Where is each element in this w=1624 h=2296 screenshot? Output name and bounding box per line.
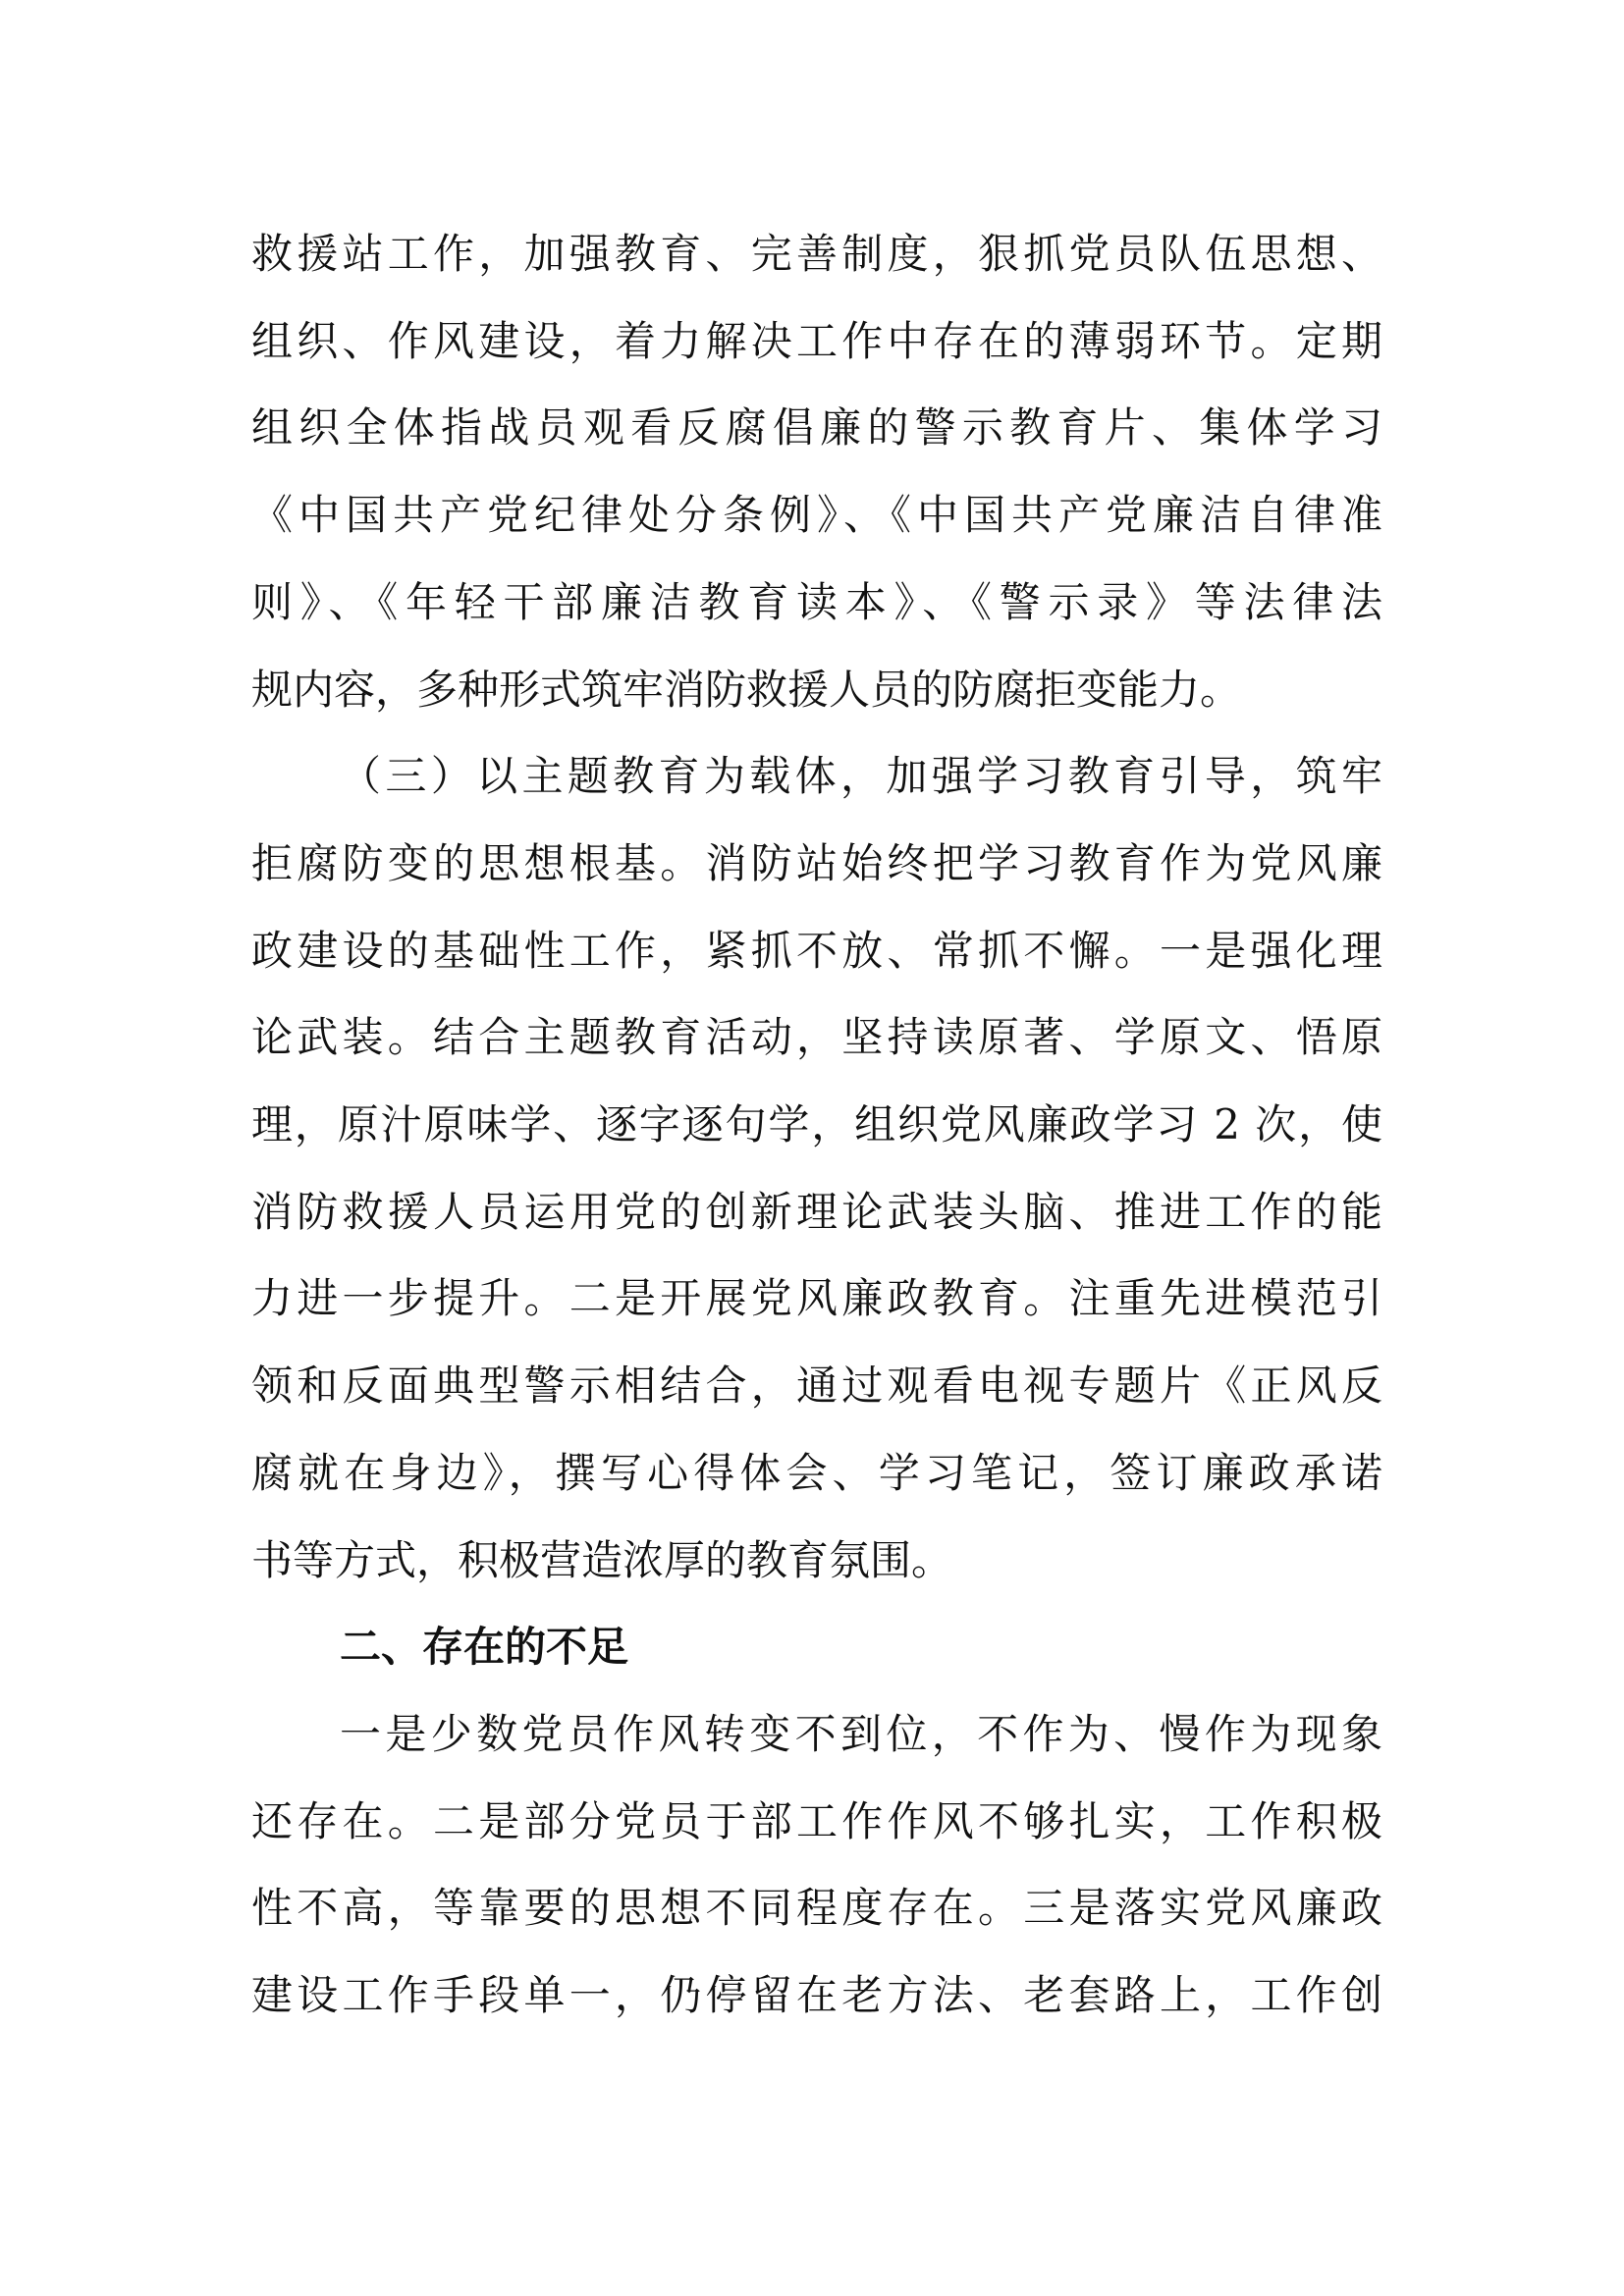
paragraph-line: 领和反面典型警示相结合，通过观看电视专题片《正风反: [251, 1362, 1382, 1411]
paragraph-line: 救援站工作，加强教育、完善制度，狠抓党员队伍思想、: [251, 230, 1382, 278]
paragraph-line: 消防救援人员运用党的创新理论武装头脑、推进工作的能: [251, 1187, 1382, 1236]
paragraph-line: 力进一步提升。二是开展党风廉政教育。注重先进模范引: [251, 1274, 1382, 1323]
paragraph-line: 理，原汁原味学、逐字逐句学，组织党风廉政学习 2 次，使: [251, 1100, 1382, 1148]
paragraph-line: 政建设的基础性工作，紧抓不放、常抓不懈。一是强化理: [251, 926, 1382, 975]
paragraph-line: 《中国共产党纪律处分条例》、《中国共产党廉洁自律准: [251, 491, 1382, 540]
paragraph-line: 拒腐防变的思想根基。消防站始终把学习教育作为党风廉: [251, 838, 1382, 887]
paragraph-line: 一是少数党员作风转变不到位，不作为、慢作为现象: [340, 1709, 1382, 1758]
paragraph-line: 性不高，等靠要的思想不同程度存在。三是落实党风廉政: [251, 1884, 1382, 1933]
paragraph-line: 腐就在身边》，撰写心得体会、学习笔记，签订廉政承诺: [251, 1448, 1382, 1497]
paragraph-line: 规内容，多种形式筑牢消防救援人员的防腐拒变能力。: [251, 665, 1242, 714]
paragraph-line: 还存在。二是部分党员于部工作作风不够扎实，工作积极: [251, 1796, 1382, 1845]
paragraph-line: 论武装。结合主题教育活动，坚持读原著、学原文、悟原: [251, 1013, 1382, 1062]
paragraph-line: 建设工作手段单一，仍停留在老方法、老套路上，工作创: [251, 1971, 1382, 2019]
paragraph-line: 组织全体指战员观看反腐倡廉的警示教育片、集体学习: [251, 403, 1382, 453]
paragraph-line: 组织、作风建设，着力解决工作中存在的薄弱环节。定期: [251, 316, 1382, 365]
paragraph-line: （三）以主题教育为载体，加强学习教育引导，筑牢: [340, 752, 1382, 801]
paragraph-line: 书等方式，积极营造浓厚的教育氛围。: [251, 1535, 953, 1584]
section-heading: 二、存在的不足: [340, 1623, 629, 1672]
paragraph-line: 则》、《年轻干部廉洁教育读本》、《警示录》等法律法: [251, 577, 1382, 626]
